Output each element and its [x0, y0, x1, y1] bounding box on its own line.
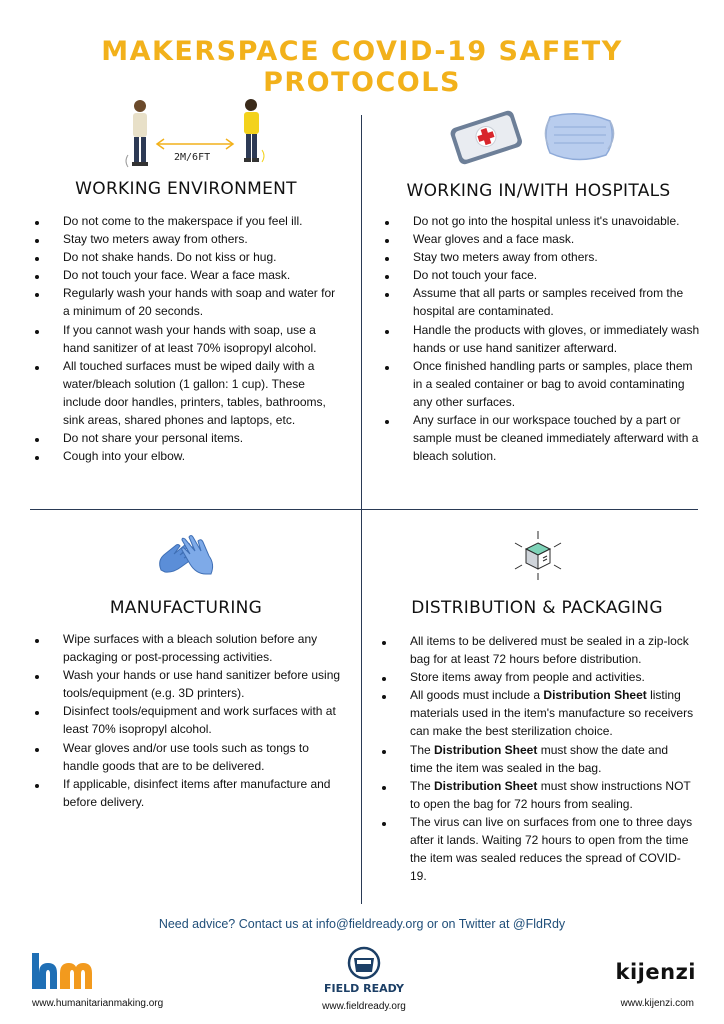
list-item: All touched surfaces must be wiped daily with a water/bleach solution (1 gallon: 1 cup). These include door handles, printers, tables, bathrooms, sink areas, shared phones and laptops, etc.: [31, 357, 341, 429]
manufacturing-list: [31, 630, 341, 811]
list-item: Cough into your elbow.: [31, 447, 341, 465]
list-item: All goods must include a Distribution Sheet listing materials used in the item's manufacture so receivers can make the best sterilization choice.: [378, 686, 694, 740]
kijenzi-logo[interactable]: kijenzi: [615, 960, 696, 984]
horizontal-divider: [30, 509, 698, 510]
list-item: Assume that all parts or samples received from the hospital are contaminated.: [381, 284, 701, 320]
section-heading-working-environment: WORKING ENVIRONMENT: [75, 179, 297, 199]
list-item: The Distribution Sheet must show instructions NOT to open the bag for 72 hours from sealing.: [378, 777, 694, 813]
list-item: Do not touch your face.: [381, 266, 701, 284]
list-item: Stay two meters away from others.: [381, 248, 701, 266]
list-item: Do not go into the hospital unless it's unavoidable.: [381, 212, 701, 230]
list-item: The Distribution Sheet must show the date and time the item was sealed in the bag.: [378, 741, 694, 777]
humanitarian-making-logo[interactable]: [30, 951, 110, 991]
list-item: Do not touch your face. Wear a face mask.: [31, 266, 341, 284]
list-item: If applicable, disinfect items after manufacture and before delivery.: [31, 775, 341, 811]
humanitarian-making-url[interactable]: www.humanitarianmaking.org: [32, 998, 164, 1009]
list-item: If you cannot wash your hands with soap, use a hand sanitizer of at least 70% isopropyl alcohol.: [31, 321, 341, 357]
field-ready-wordmark: FIELD READY: [324, 982, 404, 995]
list-item: Do not shake hands. Do not kiss or hug.: [31, 248, 341, 266]
list-item: Handle the products with gloves, or immediately wash hands or use hand sanitizer afterward.: [381, 321, 701, 357]
vertical-divider-top: [361, 115, 362, 510]
list-item: The virus can live on surfaces from one to three days after it lands. Waiting 72 hours to open from the time the item was sealed reduces the spread of COVID-19.: [378, 813, 694, 885]
social-distancing-icon: [120, 95, 280, 175]
list-item: Once finished handling parts or samples, place them in a sealed container or bag to avoid contaminating any other surfaces.: [381, 357, 701, 411]
medical-card-and-mask-icon: [450, 105, 625, 170]
list-item: Wipe surfaces with a bleach solution before any packaging or post-processing activities.: [31, 630, 341, 666]
list-item: All items to be delivered must be sealed in a zip-lock bag for at least 72 hours before distribution.: [378, 632, 694, 668]
list-item: Wear gloves and a face mask.: [381, 230, 701, 248]
distribution-sheet-term: Distribution Sheet: [434, 778, 538, 793]
field-ready-logo[interactable]: [340, 946, 388, 982]
section-heading-distribution: DISTRIBUTION & PACKAGING: [411, 598, 663, 618]
section-heading-manufacturing: MANUFACTURING: [109, 598, 263, 618]
list-item: Any surface in our workspace touched by a part or sample must be cleaned immediately afterward with a bleach solution.: [381, 411, 701, 465]
list-item: Wash your hands or use hand sanitizer before using tools/equipment (e.g. 3D printers).: [31, 666, 341, 702]
section-heading-hospitals: WORKING IN/WITH HOSPITALS: [406, 181, 671, 201]
list-item: Do not come to the makerspace if you feel ill.: [31, 212, 341, 230]
field-ready-url[interactable]: www.fieldready.org: [322, 1001, 406, 1012]
distribution-sheet-term: Distribution Sheet: [434, 742, 538, 757]
list-item: Do not share your personal items.: [31, 429, 341, 447]
page-title: MAKERSPACE COVID-19 SAFETY PROTOCOLS: [101, 36, 623, 98]
list-item: Wear gloves and/or use tools such as tongs to handle goods that are to be delivered.: [31, 739, 341, 775]
list-item: Stay two meters away from others.: [31, 230, 341, 248]
package-cube-icon: [512, 529, 564, 581]
kijenzi-url[interactable]: www.kijenzi.com: [620, 998, 694, 1009]
list-item: Store items away from people and activities.: [378, 668, 694, 686]
vertical-divider-bottom: [361, 509, 362, 904]
list-item: Disinfect tools/equipment and work surfaces with at least 70% isopropyl alcohol.: [31, 702, 341, 738]
distribution-list: [378, 632, 694, 885]
hospitals-list: [381, 212, 701, 465]
contact-line[interactable]: Need advice? Contact us at info@fieldready.org or on Twitter at @FldRdy: [158, 917, 566, 931]
working-environment-list: [31, 212, 341, 465]
gloves-icon: [155, 530, 217, 580]
list-item: Regularly wash your hands with soap and water for a minimum of 20 seconds.: [31, 284, 341, 320]
distribution-sheet-term: Distribution Sheet: [543, 688, 647, 703]
distance-label: 2M/6FT: [174, 152, 211, 163]
